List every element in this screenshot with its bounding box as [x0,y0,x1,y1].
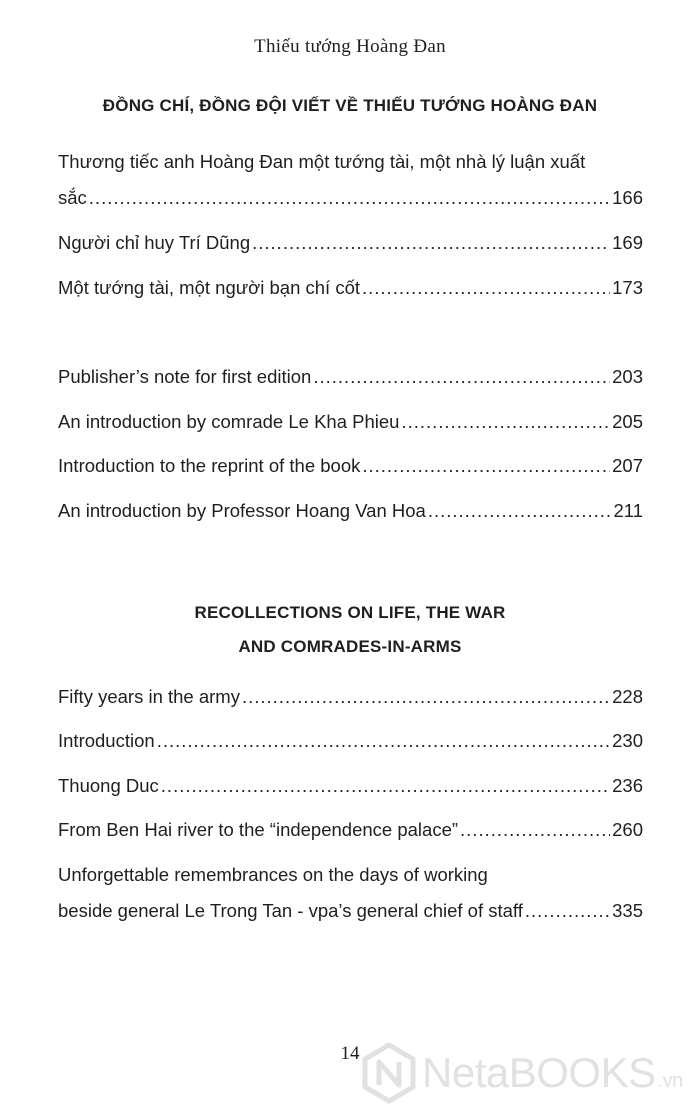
toc-entry-page: 236 [612,775,643,796]
dot-leader [460,812,610,848]
toc-entry-title: Introduction [58,730,155,751]
toc-entry-title: Introduction to the reprint of the book [58,455,361,476]
toc-entry-page: 230 [612,730,643,751]
toc-entry-title: From Ben Hai river to the “independence palace” [58,819,459,840]
toc-entry-page: 211 [613,500,643,521]
section-heading-comrades: ĐỒNG CHÍ, ĐỒNG ĐỘI VIẾT VỀ THIẾU TƯỚNG HOÀNG ĐAN [102,96,598,115]
dot-leader [313,359,610,395]
toc-entry-title: Người chỉ huy Trí Dũng [58,232,251,253]
toc-entry-title-line1: Thương tiếc anh Hoàng Đan một tướng tài, một nhà lý luận xuất [58,151,586,172]
toc-entry-page: 335 [612,900,643,921]
toc-entry-page: 228 [612,686,643,707]
toc-entry-title: Publisher’s note for first edition [58,366,312,387]
toc-entry-page: 173 [612,277,643,298]
page-number: 14 [340,1043,360,1064]
dot-leader [157,723,610,759]
dot-leader [525,893,610,929]
watermark-suffix: .vn [657,1070,683,1092]
section-heading-recollections [0,596,700,664]
toc-entry[interactable] [58,448,643,484]
toc-entry-page: 166 [612,187,643,208]
dot-leader [161,768,610,804]
watermark-text: NetaBOOKS .vn [422,1049,683,1096]
toc-entry-title: An introduction by comrade Le Kha Phieu [58,411,400,432]
dot-leader [362,448,610,484]
toc-entry[interactable] [58,857,643,929]
toc-entry-page: 169 [612,232,643,253]
running-header: Thiếu tướng Hoàng Đan [254,36,446,57]
toc-entry[interactable] [58,270,643,306]
toc-entry-title: An introduction by Professor Hoang Van Hoa [58,500,426,521]
toc-entry[interactable] [58,144,643,216]
dot-leader [401,404,610,440]
toc-entry[interactable] [58,679,643,715]
dot-leader [242,679,610,715]
toc-entry-page: 207 [612,455,643,476]
toc-entry-page: 205 [612,411,643,432]
dot-leader [362,270,610,306]
toc-entry-title: beside general Le Trong Tan - vpa’s general chief of staff [58,900,523,921]
section-heading-line2: AND COMRADES-IN-ARMS [238,637,462,656]
toc-entry-title: sắc [58,187,87,208]
watermark [362,1040,683,1106]
toc-entry-page: 260 [612,819,643,840]
dot-leader [428,493,612,529]
netabooks-logo-icon [362,1042,416,1104]
toc-entry-title: Một tướng tài, một người bạn chí cốt [58,277,360,298]
toc-entry[interactable] [58,404,643,440]
toc-entry-page: 203 [612,366,643,387]
toc-entry-title-line1: Unforgettable remembrances on the days of working [58,864,488,885]
toc-entry[interactable] [58,812,643,848]
toc-entry[interactable] [58,768,643,804]
toc-entry[interactable] [58,359,643,395]
dot-leader [89,180,610,216]
toc-entry-title: Thuong Duc [58,775,159,796]
toc-entry-title: Fifty years in the army [58,686,240,707]
toc-entry[interactable] [58,493,643,529]
section-heading-line1: RECOLLECTIONS ON LIFE, THE WAR [194,603,506,622]
toc-entry[interactable] [58,225,643,261]
toc-entry[interactable] [58,723,643,759]
dot-leader [252,225,610,261]
